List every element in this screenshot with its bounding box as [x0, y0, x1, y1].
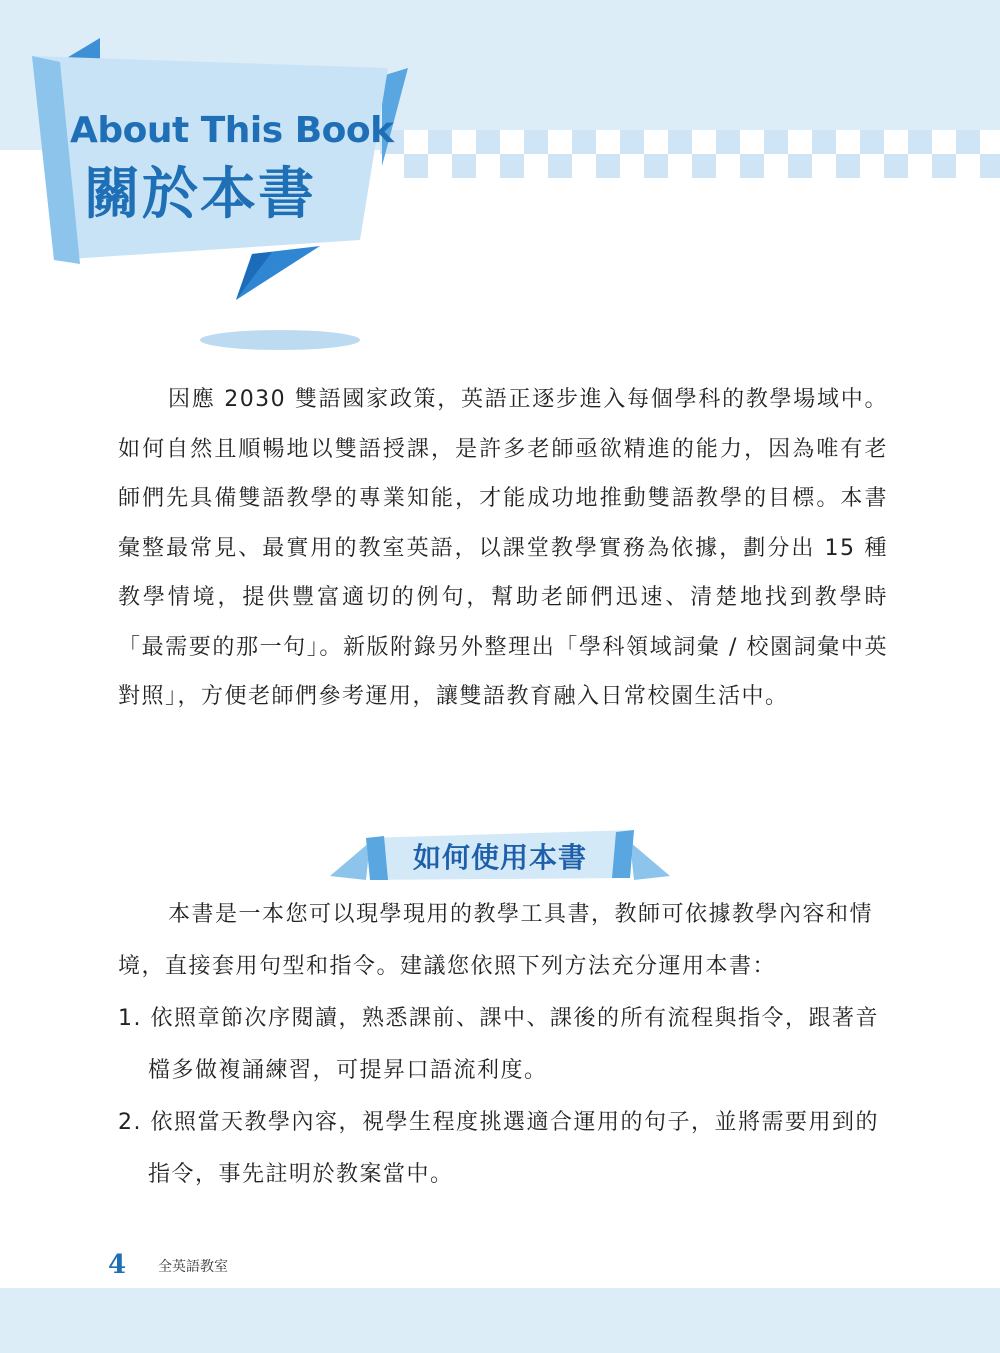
checker-square [428, 154, 452, 178]
checker-square [716, 154, 740, 178]
checker-square [596, 154, 620, 178]
checker-square [860, 154, 884, 178]
checker-square [692, 130, 716, 154]
checker-square [980, 154, 1000, 178]
checker-square [716, 130, 740, 154]
page-number: 4 [108, 1250, 127, 1280]
checker-square [764, 130, 788, 154]
running-footer-title: 全英語教室 [158, 1259, 228, 1275]
banner-shadow [200, 330, 360, 350]
checker-square [476, 130, 500, 154]
checker-square [572, 130, 596, 154]
checker-square [788, 154, 812, 178]
checker-square [644, 130, 668, 154]
footer-background-band [0, 1288, 1000, 1353]
checker-square [764, 154, 788, 178]
checker-square [860, 130, 884, 154]
checker-square [668, 154, 692, 178]
section-title: 如何使用本書 [412, 841, 587, 874]
howto-intro: 本書是一本您可以現學現用的教學工具書，教師可依據教學內容和情境，直接套用句型和指令。建議您依照下列方法充分運用本書： [118, 902, 874, 979]
checker-square [884, 154, 908, 178]
howto-list [118, 993, 888, 1201]
checker-square [884, 130, 908, 154]
checker-square [500, 154, 524, 178]
checker-square [620, 130, 644, 154]
checker-square [596, 130, 620, 154]
checker-square [932, 130, 956, 154]
checker-square [932, 154, 956, 178]
checker-square [788, 130, 812, 154]
checker-square [812, 154, 836, 178]
checker-square [428, 130, 452, 154]
list-item: 1. 依照章節次序閱讀，熟悉課前、課中、課後的所有流程與指令，跟著音檔多做複誦練習，可提昇口語流利度。 [118, 1006, 879, 1083]
checker-square [548, 130, 572, 154]
checker-square [620, 154, 644, 178]
checker-square [524, 154, 548, 178]
checker-square [836, 154, 860, 178]
checker-square [740, 154, 764, 178]
checker-square [692, 154, 716, 178]
checker-square [452, 154, 476, 178]
checker-square [476, 154, 500, 178]
checker-square [908, 130, 932, 154]
checker-square [500, 130, 524, 154]
checker-square [452, 130, 476, 154]
title-english: About This Book [70, 110, 394, 151]
checker-square [524, 130, 548, 154]
intro-section [118, 375, 888, 722]
checker-square [812, 130, 836, 154]
list-item: 2. 依照當天教學內容，視學生程度挑選適合運用的句子，並將需要用到的指令，事先註明於教案當中。 [118, 1110, 879, 1187]
checker-square [740, 130, 764, 154]
checker-square [980, 130, 1000, 154]
checker-square [668, 130, 692, 154]
checker-square [572, 154, 596, 178]
checker-square [956, 130, 980, 154]
checker-pattern [380, 130, 1000, 178]
howto-section [118, 889, 888, 1201]
checker-square [908, 154, 932, 178]
checker-square [644, 154, 668, 178]
intro-paragraph: 因應 2030 雙語國家政策，英語正逐步進入每個學科的教學場域中。如何自然且順暢地以雙語授課，是許多老師亟欲精進的能力，因為唯有老師們先具備雙語教學的專業知能，才能成功地推動雙語教學的目標。本書彙整最常見、最實用的教室英語，以課堂教學實務為依據，劃分出 15 種教學情境，提供豐富適切的例句，幫助老師們迅速、清楚地找到教學時「最需要的那一句」。新版附錄另外整理出「學科領域詞彙 / 校園詞彙中英對照」，方便老師們參考運用，讓雙語教育融入日常校園生活中。 [118, 387, 888, 709]
checker-square [836, 130, 860, 154]
title-chinese: 關於本書 [84, 162, 316, 227]
checker-square [956, 154, 980, 178]
checker-square [548, 154, 572, 178]
